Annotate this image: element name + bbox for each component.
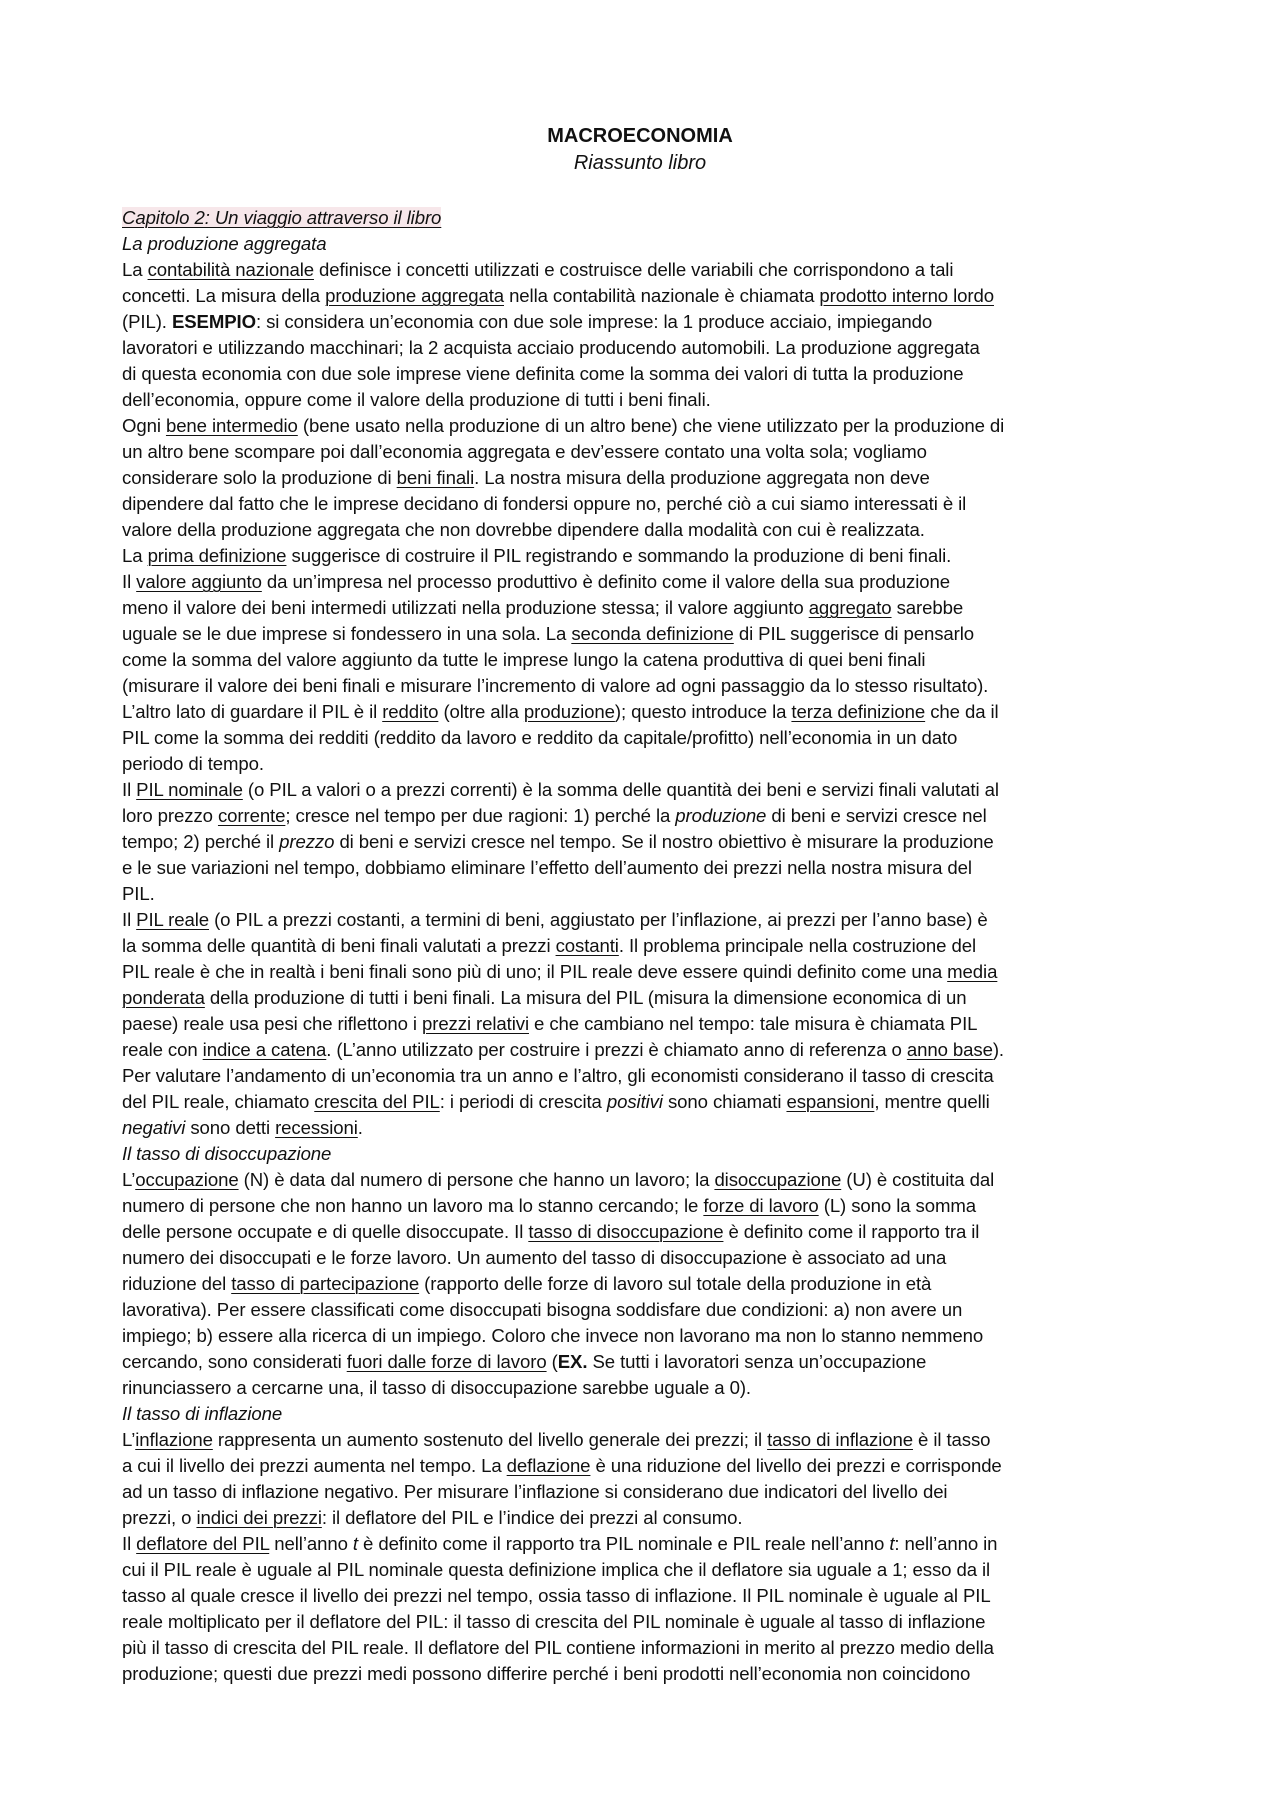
text-run: (o PIL a prezzi costanti, a termini di beni, aggiustato per l’inflazione, ai prezzi per l’anno base) è <box>209 909 988 930</box>
text-run: come la somma del valore aggiunto da tutte le imprese lungo la catena produttiva di quei beni finali <box>122 649 926 670</box>
text-run: è definito come il rapporto tra il <box>723 1221 980 1242</box>
text-line <box>122 907 1168 933</box>
text-line <box>122 933 1168 959</box>
text-run: PIL. <box>122 883 155 904</box>
text-line <box>122 1219 1168 1245</box>
text-run: prezzo <box>279 831 335 852</box>
text-run: (oltre alla <box>438 701 524 722</box>
text-run: rappresenta un aumento sostenuto del livello generale dei prezzi; il <box>212 1429 768 1450</box>
text-line <box>122 1375 1168 1401</box>
text-run: costanti <box>555 935 619 956</box>
text-run: definisce i concetti utilizzati e costruisce delle variabili che corrispondono a tali <box>313 259 954 280</box>
text-run: suggerisce di costruire il PIL registrando e sommando la produzione di beni finali. <box>286 545 952 566</box>
text-run: crescita del PIL <box>314 1091 440 1112</box>
text-line <box>122 699 1168 725</box>
text-run: (L) sono la somma <box>818 1195 976 1216</box>
text-line <box>122 491 1168 517</box>
text-run: la somma delle quantità di beni finali valutati a prezzi <box>122 935 556 956</box>
text-line <box>122 959 1168 985</box>
document-title: MACROECONOMIA <box>547 125 733 147</box>
text-line <box>122 309 1168 335</box>
text-run: è il tasso <box>912 1429 991 1450</box>
text-line <box>122 647 1168 673</box>
text-run: di questa economia con due sole imprese viene definita come la somma dei valori di tutta la produzione <box>122 363 964 384</box>
text-run: ( <box>546 1351 558 1372</box>
text-run: La <box>122 545 148 566</box>
text-run: PIL reale <box>136 909 210 930</box>
text-line <box>122 205 1168 231</box>
text-run: sono chiamati <box>662 1091 787 1112</box>
text-run: a cui il livello dei prezzi aumenta nel tempo. La <box>122 1455 507 1476</box>
text-run: delle persone occupate e di quelle disoccupate. Il <box>122 1221 529 1242</box>
text-run: loro prezzo <box>122 805 218 826</box>
text-line <box>122 985 1168 1011</box>
text-line <box>122 1557 1168 1583</box>
text-run: . (L’anno utilizzato per costruire i prezzi è chiamato anno di referenza o <box>326 1039 907 1060</box>
text-line <box>122 803 1168 829</box>
text-run: ; cresce nel tempo per due ragioni: 1) perché la <box>285 805 676 826</box>
text-run: (N) è data dal numero di persone che hanno un lavoro; la <box>238 1169 715 1190</box>
text-line <box>122 1115 1168 1141</box>
text-run: occupazione <box>135 1169 239 1190</box>
text-run: prima definizione <box>147 545 287 566</box>
text-run: lavorativa). Per essere classificati come disoccupati bisogna soddisfare due condizioni: a) non avere un <box>122 1299 963 1320</box>
text-run: reale moltiplicato per il deflatore del PIL: il tasso di crescita del PIL nominale è uguale al tasso di inflazione <box>122 1611 986 1632</box>
text-run: tasso di inflazione <box>767 1429 913 1450</box>
text-run: numero dei disoccupati e le forze lavoro. Un aumento del tasso di disoccupazione è associato ad una <box>122 1247 947 1268</box>
text-run: ponderata <box>122 987 205 1008</box>
text-run: un altro bene scompare poi dall’economia aggregata e dev’essere contato una volta sola; vogliamo <box>122 441 927 462</box>
text-line <box>122 1635 1168 1661</box>
text-run: ESEMPIO <box>171 311 256 332</box>
text-run: . <box>357 1117 363 1138</box>
text-run: (o PIL a valori o a prezzi correnti) è la somma delle quantità dei beni e servizi finali valutati al <box>242 779 999 800</box>
text-line <box>122 439 1168 465</box>
text-run: dipendere dal fatto che le imprese decidano di fondersi oppure no, perché ciò a cui siamo interessati è il <box>122 493 967 514</box>
text-line <box>122 361 1168 387</box>
text-run: reddito <box>382 701 439 722</box>
text-run: nell’anno <box>269 1533 353 1554</box>
text-run: cui il PIL reale è uguale al PIL nominale questa definizione implica che il deflatore sia uguale a 1; esso da il <box>122 1559 991 1580</box>
text-run: ); questo introduce la <box>614 701 792 722</box>
text-run: cercando, sono considerati <box>122 1351 347 1372</box>
text-run: Se tutti i lavoratori senza un’occupazione <box>587 1351 927 1372</box>
text-run: è definito come il rapporto tra PIL nominale e PIL reale nell’anno <box>357 1533 890 1554</box>
text-line <box>122 855 1168 881</box>
document-subtitle: Riassunto libro <box>573 152 707 174</box>
text-run: che da il <box>925 701 999 722</box>
text-run: ad un tasso di inflazione negativo. Per misurare l’inflazione si considerano due indicatori del livello dei <box>122 1481 948 1502</box>
text-run: (PIL). <box>122 311 172 332</box>
text-line <box>122 1609 1168 1635</box>
text-run: corrente <box>217 805 286 826</box>
text-line <box>122 1193 1168 1219</box>
text-run: indici dei prezzi <box>196 1507 322 1528</box>
text-run: Il <box>122 909 137 930</box>
text-run: terza definizione <box>791 701 926 722</box>
text-line <box>122 283 1168 309</box>
text-run: prezzi relativi <box>421 1013 529 1034</box>
text-line <box>122 257 1168 283</box>
text-run: negativi <box>122 1117 186 1138</box>
text-run: Capitolo 2: Un viaggio attraverso il libro <box>122 207 442 228</box>
text-run: valore della produzione aggregata che non dovrebbe dipendere dalla modalità con cui è realizzata. <box>122 519 925 540</box>
text-run: prodotto interno lordo <box>819 285 994 306</box>
text-run: contabilità nazionale <box>147 259 314 280</box>
text-line <box>122 881 1168 907</box>
text-run: di PIL suggerisce di pensarlo <box>733 623 975 644</box>
text-run: t <box>352 1533 358 1554</box>
text-run: (misurare il valore dei beni finali e misurare l’incremento di valore ad ogni passaggio da lo stesso risultato). <box>122 675 989 696</box>
text-line <box>122 1245 1168 1271</box>
text-run: EX. <box>557 1351 588 1372</box>
text-line <box>122 1427 1168 1453</box>
text-run: uguale se le due imprese si fondessero in una sola. La <box>122 623 572 644</box>
text-run: dell’economia, oppure come il valore della produzione di tutti i beni finali. <box>122 389 711 410</box>
text-run: e le sue variazioni nel tempo, dobbiamo eliminare l’effetto dell’aumento dei prezzi nella nostra misura del <box>122 857 972 878</box>
text-run: periodo di tempo. <box>122 753 264 774</box>
text-line <box>122 231 1168 257</box>
text-line <box>122 1583 1168 1609</box>
text-line <box>122 1297 1168 1323</box>
text-run: concetti. La misura della <box>122 285 326 306</box>
text-run: nella contabilità nazionale è chiamata <box>504 285 820 306</box>
text-run: aggregato <box>808 597 892 618</box>
text-line <box>122 1453 1168 1479</box>
text-run: Il <box>122 1533 137 1554</box>
text-line <box>122 595 1168 621</box>
text-line <box>122 1089 1168 1115</box>
text-run: deflazione <box>506 1455 591 1476</box>
text-run: anno base <box>906 1039 993 1060</box>
text-run: del PIL reale, chiamato <box>122 1091 315 1112</box>
text-run: della produzione di tutti i beni finali. La misura del PIL (misura la dimensione economica di un <box>204 987 967 1008</box>
text-line <box>122 335 1168 361</box>
text-run: : nell’anno in <box>894 1533 998 1554</box>
text-line <box>122 569 1168 595</box>
text-run: Il <box>122 571 137 592</box>
text-run: tasso di disoccupazione <box>528 1221 724 1242</box>
text-run: (U) è costituita dal <box>841 1169 995 1190</box>
text-run: produzione; questi due prezzi medi possono differire perché i beni prodotti nell’economia non coincidono <box>122 1663 971 1684</box>
text-run: positivi <box>606 1091 663 1112</box>
text-line <box>122 1661 1168 1687</box>
text-run: (bene usato nella produzione di un altro bene) che viene utilizzato per la produzione di <box>297 415 1005 436</box>
text-run: t <box>889 1533 895 1554</box>
text-run: da un’impresa nel processo produttivo è definito come il valore della sua produzione <box>261 571 950 592</box>
document-body <box>122 205 1168 1687</box>
text-run: Ogni <box>122 415 166 436</box>
text-line <box>122 1063 1168 1089</box>
text-line <box>122 725 1168 751</box>
text-run: L’ <box>122 1429 136 1450</box>
text-run: (rapporto delle forze di lavoro sul totale della produzione in età <box>419 1273 932 1294</box>
text-run: è una riduzione del livello dei prezzi e corrisponde <box>590 1455 1002 1476</box>
text-run: più il tasso di crescita del PIL reale. Il deflatore del PIL contiene informazioni in merito al prezzo medio della <box>122 1637 994 1658</box>
text-run: produzione <box>523 701 615 722</box>
text-run: , mentre quelli <box>874 1091 990 1112</box>
text-run: fuori dalle forze di lavoro <box>346 1351 547 1372</box>
text-run: : il deflatore del PIL e l’indice dei prezzi al consumo. <box>321 1507 743 1528</box>
text-run: PIL come la somma dei redditi (reddito da lavoro e reddito da capitale/profitto) nell’economia in un dato <box>122 727 958 748</box>
text-run: rinunciassero a cercarne una, il tasso di disoccupazione sarebbe uguale a 0). <box>122 1377 752 1398</box>
text-line <box>122 1141 1168 1167</box>
text-run: reale con <box>122 1039 203 1060</box>
text-line <box>122 543 1168 569</box>
text-line <box>122 1401 1168 1427</box>
text-run: Il <box>122 779 137 800</box>
text-run: meno il valore dei beni intermedi utilizzati nella produzione stessa; il valore aggiunto <box>122 597 809 618</box>
text-line <box>122 1011 1168 1037</box>
text-run: L’ <box>122 1169 136 1190</box>
text-line <box>122 777 1168 803</box>
text-run: produzione aggregata <box>325 285 504 306</box>
text-run: recessioni <box>275 1117 358 1138</box>
text-run: valore aggiunto <box>136 571 262 592</box>
text-run: sono detti <box>185 1117 276 1138</box>
text-line <box>122 673 1168 699</box>
text-run: produzione <box>675 805 767 826</box>
text-run: Il tasso di inflazione <box>122 1403 283 1424</box>
text-run: PIL nominale <box>136 779 243 800</box>
text-run: e che cambiano nel tempo: tale misura è chiamata PIL <box>528 1013 978 1034</box>
text-run: Il tasso di disoccupazione <box>122 1143 332 1164</box>
text-run: considerare solo la produzione di <box>122 467 397 488</box>
text-line <box>122 1479 1168 1505</box>
text-line <box>122 621 1168 647</box>
text-line <box>122 1349 1168 1375</box>
text-line <box>122 1167 1168 1193</box>
text-run: tempo; 2) perché il <box>122 831 280 852</box>
text-line <box>122 1037 1168 1063</box>
text-run: espansioni <box>786 1091 875 1112</box>
text-line <box>122 413 1168 439</box>
text-run: forze di lavoro <box>703 1195 819 1216</box>
text-line <box>122 829 1168 855</box>
text-run: tasso al quale cresce il livello dei prezzi nel tempo, ossia tasso di inflazione. Il PIL nominale è uguale al PIL <box>122 1585 991 1606</box>
text-run: La produzione aggregata <box>122 233 327 254</box>
text-run: numero di persone che non hanno un lavoro ma lo stanno cercando; le <box>122 1195 704 1216</box>
text-run: : i periodi di crescita <box>439 1091 607 1112</box>
text-run: tasso di partecipazione <box>231 1273 420 1294</box>
text-run: seconda definizione <box>571 623 734 644</box>
text-line <box>122 517 1168 543</box>
text-line <box>122 1271 1168 1297</box>
text-run: paese) reale usa pesi che riflettono i <box>122 1013 422 1034</box>
text-line <box>122 1531 1168 1557</box>
text-run: sarebbe <box>891 597 964 618</box>
text-run: impiego; b) essere alla ricerca di un impiego. Coloro che invece non lavorano ma non lo stanno nemmeno <box>122 1325 984 1346</box>
text-run: bene intermedio <box>165 415 298 436</box>
text-run: disoccupazione <box>714 1169 842 1190</box>
text-run: indice a catena <box>202 1039 327 1060</box>
text-line <box>122 1505 1168 1531</box>
text-run: riduzione del <box>122 1273 232 1294</box>
text-run: . Il problema principale nella costruzione del <box>618 935 976 956</box>
text-run: beni finali <box>396 467 475 488</box>
text-run: prezzi, o <box>122 1507 197 1528</box>
text-run: La <box>122 259 148 280</box>
text-run: Per valutare l’andamento di un’economia tra un anno e l’altro, gli economisti considerano il tasso di crescita <box>122 1065 994 1086</box>
text-run: . La nostra misura della produzione aggregata non deve <box>474 467 930 488</box>
text-run: ). <box>992 1039 1004 1060</box>
text-line <box>122 751 1168 777</box>
text-line <box>122 387 1168 413</box>
text-line <box>122 465 1168 491</box>
text-run: di beni e servizi cresce nel tempo. Se il nostro obiettivo è misurare la produzione <box>334 831 994 852</box>
text-run: inflazione <box>135 1429 213 1450</box>
text-run: : si considera un’economia con due sole imprese: la 1 produce acciaio, impiegando <box>255 311 933 332</box>
text-run: di beni e servizi cresce nel <box>766 805 987 826</box>
text-run: lavoratori e utilizzando macchinari; la 2 acquista acciaio producendo automobili. La produzione aggregata <box>122 337 980 358</box>
text-run: L’altro lato di guardare il PIL è il <box>122 701 383 722</box>
text-run: media <box>947 961 998 982</box>
text-run: deflatore del PIL <box>136 1533 270 1554</box>
text-run: PIL reale è che in realtà i beni finali sono più di uno; il PIL reale deve essere quindi definito come una <box>122 961 948 982</box>
text-line <box>122 1323 1168 1349</box>
